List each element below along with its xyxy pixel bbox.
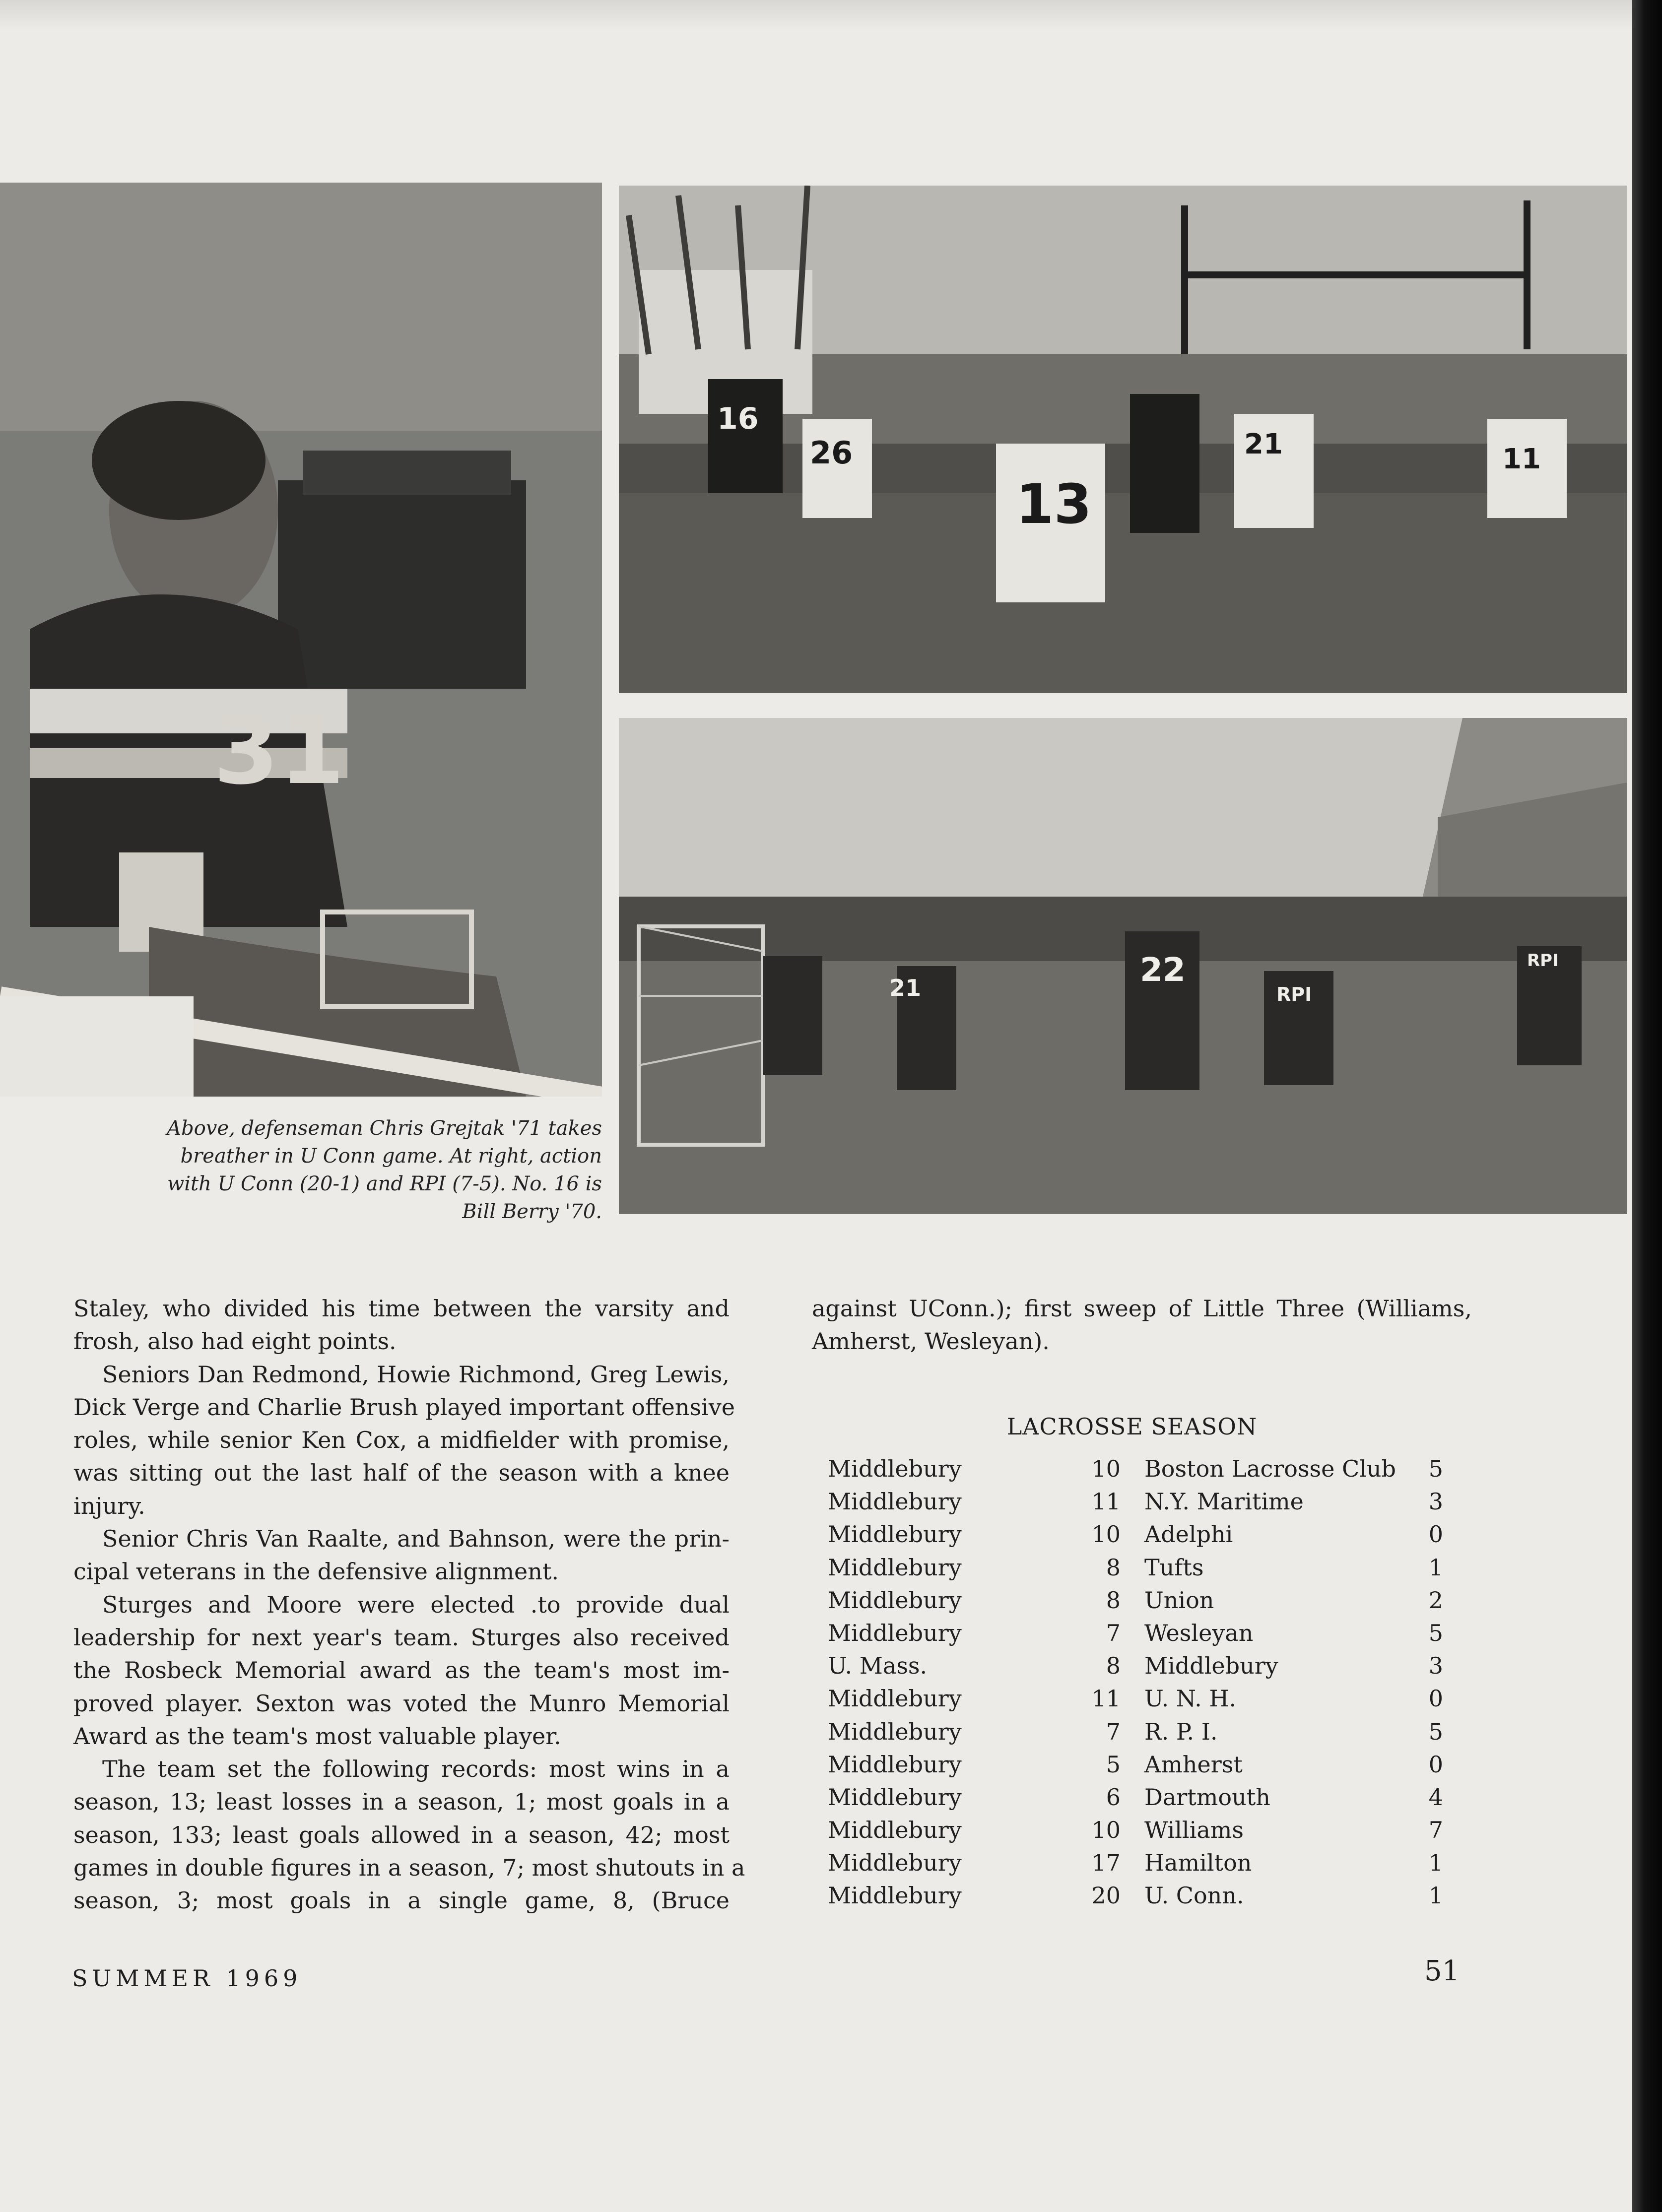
season-row bbox=[828, 1849, 1443, 1882]
season-score: 6 bbox=[1106, 1783, 1121, 1811]
season-row bbox=[828, 1455, 1443, 1488]
page-number: 51 bbox=[1424, 1955, 1460, 1987]
body-line: Amherst, Wesleyan). bbox=[812, 1328, 1050, 1355]
body-line: frosh, also had eight points. bbox=[73, 1328, 397, 1355]
season-results-table bbox=[828, 1455, 1443, 1915]
season-team: U. Mass. bbox=[828, 1652, 928, 1680]
season-score: 8 bbox=[1106, 1586, 1121, 1614]
top-photo-number-11: 11 bbox=[1502, 443, 1541, 475]
season-opponent: Amherst bbox=[1144, 1751, 1243, 1778]
season-opponent-score: 1 bbox=[1428, 1554, 1443, 1581]
body-line: season, 3; most goals in a single game, 8, (Bruce bbox=[73, 1887, 730, 1914]
photo-defenseman-bench bbox=[0, 183, 602, 1097]
season-team: Middlebury bbox=[828, 1718, 962, 1745]
season-team: Middlebury bbox=[828, 1751, 962, 1778]
body-line: Seniors Dan Redmond, Howie Richmond, Greg Lewis, bbox=[102, 1361, 730, 1388]
photo-lacrosse-action-bottom bbox=[619, 718, 1627, 1214]
season-opponent: R. P. I. bbox=[1144, 1718, 1218, 1745]
season-score: 17 bbox=[1091, 1849, 1121, 1877]
body-line: roles, while senior Ken Cox, a midfielder with promise, bbox=[73, 1427, 730, 1454]
season-opponent-score: 0 bbox=[1428, 1521, 1443, 1548]
season-row bbox=[828, 1652, 1443, 1685]
season-opponent-score: 5 bbox=[1428, 1718, 1443, 1745]
bottom-photo-number-21: 21 bbox=[889, 975, 922, 1001]
season-team: Middlebury bbox=[828, 1882, 962, 1909]
season-row bbox=[828, 1718, 1443, 1751]
season-score: 7 bbox=[1106, 1718, 1121, 1745]
photo-defenseman-bench-image bbox=[0, 183, 602, 1097]
season-row bbox=[828, 1751, 1443, 1784]
season-opponent-score: 1 bbox=[1428, 1882, 1443, 1909]
season-opponent: Williams bbox=[1144, 1817, 1244, 1844]
season-opponent-score: 5 bbox=[1428, 1455, 1443, 1482]
season-team: Middlebury bbox=[828, 1488, 962, 1515]
season-score: 7 bbox=[1106, 1619, 1121, 1646]
article-right-column bbox=[812, 1292, 1472, 1358]
issue-date: SUMMER 1969 bbox=[72, 1965, 302, 1992]
bottom-photo-rpi-jersey-2: RPI bbox=[1527, 951, 1559, 971]
season-row bbox=[828, 1488, 1443, 1521]
season-team: Middlebury bbox=[828, 1817, 962, 1844]
season-score: 11 bbox=[1091, 1685, 1121, 1712]
body-line: the Rosbeck Memorial award as the team's most im- bbox=[73, 1657, 730, 1684]
body-line: leadership for next year's team. Sturges also received bbox=[73, 1624, 730, 1651]
season-score: 8 bbox=[1106, 1554, 1121, 1581]
season-opponent: U. N. H. bbox=[1144, 1685, 1237, 1712]
caption-line: with U Conn (20-1) and RPI (7-5). No. 16 is bbox=[167, 1172, 602, 1195]
body-line: The team set the following records: most wins in a bbox=[102, 1756, 730, 1783]
season-row bbox=[828, 1554, 1443, 1587]
body-line: proved player. Sexton was voted the Munro Memorial bbox=[73, 1690, 730, 1717]
season-row bbox=[828, 1882, 1443, 1915]
season-team: Middlebury bbox=[828, 1783, 962, 1811]
season-row bbox=[828, 1620, 1443, 1652]
season-opponent: Middlebury bbox=[1144, 1652, 1278, 1680]
body-line: games in double figures in a season, 7; most shutouts in a bbox=[73, 1854, 745, 1882]
season-opponent: Dartmouth bbox=[1144, 1783, 1270, 1811]
season-row bbox=[828, 1587, 1443, 1620]
top-photo-number-16: 16 bbox=[717, 401, 759, 436]
season-opponent-score: 3 bbox=[1428, 1488, 1443, 1515]
season-row bbox=[828, 1521, 1443, 1554]
top-photo-number-26: 26 bbox=[810, 435, 853, 471]
photo-caption bbox=[99, 1114, 602, 1226]
bottom-photo-rpi-jersey-1: RPI bbox=[1276, 983, 1312, 1005]
season-team: Middlebury bbox=[828, 1521, 962, 1548]
body-line: Staley, who divided his time between the varsity and bbox=[73, 1295, 730, 1322]
season-row bbox=[828, 1784, 1443, 1817]
body-line: against UConn.); first sweep of Little Three (Williams, bbox=[812, 1295, 1472, 1322]
article-left-column bbox=[73, 1292, 745, 1917]
season-team: Middlebury bbox=[828, 1586, 962, 1614]
season-opponent: Union bbox=[1144, 1586, 1214, 1614]
season-opponent: U. Conn. bbox=[1144, 1882, 1244, 1909]
bottom-photo-number-22: 22 bbox=[1140, 951, 1186, 989]
season-opponent: Tufts bbox=[1144, 1554, 1204, 1581]
top-photo-number-13: 13 bbox=[1016, 472, 1092, 536]
body-line: Senior Chris Van Raalte, and Bahnson, were the prin- bbox=[102, 1525, 730, 1553]
season-opponent-score: 0 bbox=[1428, 1685, 1443, 1712]
top-photo-number-21: 21 bbox=[1244, 428, 1283, 460]
caption-line: Above, defenseman Chris Grejtak '71 takes bbox=[167, 1117, 602, 1140]
season-opponent-score: 3 bbox=[1428, 1652, 1443, 1680]
body-line: was sitting out the last half of the season with a knee bbox=[73, 1459, 730, 1487]
season-row bbox=[828, 1685, 1443, 1718]
binding-edge bbox=[1632, 0, 1662, 2212]
left-photo-jersey-number: 31 bbox=[213, 696, 345, 805]
season-score: 10 bbox=[1091, 1817, 1121, 1844]
season-opponent: Boston Lacrosse Club bbox=[1144, 1455, 1396, 1482]
season-score: 5 bbox=[1106, 1751, 1121, 1778]
season-opponent: Hamilton bbox=[1144, 1849, 1252, 1877]
body-line: season, 133; least goals allowed in a season, 42; most bbox=[73, 1821, 730, 1848]
season-opponent: N.Y. Maritime bbox=[1144, 1488, 1304, 1515]
body-line: cipal veterans in the defensive alignment. bbox=[73, 1558, 559, 1585]
season-opponent-score: 1 bbox=[1428, 1849, 1443, 1877]
season-row bbox=[828, 1817, 1443, 1849]
season-team: Middlebury bbox=[828, 1849, 962, 1877]
season-opponent: Adelphi bbox=[1144, 1521, 1233, 1548]
season-score: 11 bbox=[1091, 1488, 1121, 1515]
season-score: 20 bbox=[1091, 1882, 1121, 1909]
caption-line: Bill Berry '70. bbox=[462, 1200, 602, 1223]
body-line: season, 13; least losses in a season, 1; most goals in a bbox=[73, 1788, 730, 1816]
season-team: Middlebury bbox=[828, 1554, 962, 1581]
body-line: Award as the team's most valuable player. bbox=[73, 1722, 561, 1750]
season-team: Middlebury bbox=[828, 1455, 962, 1482]
caption-line: breather in U Conn game. At right, action bbox=[180, 1145, 602, 1168]
body-line: Sturges and Moore were elected .to provide dual bbox=[102, 1591, 730, 1618]
photo-lacrosse-action-top bbox=[619, 186, 1627, 693]
season-opponent-score: 4 bbox=[1428, 1783, 1443, 1811]
season-score: 10 bbox=[1091, 1455, 1121, 1482]
season-score: 10 bbox=[1091, 1521, 1121, 1548]
season-opponent: Wesleyan bbox=[1144, 1619, 1254, 1646]
season-team: Middlebury bbox=[828, 1619, 962, 1646]
body-line: Dick Verge and Charlie Brush played important offensive bbox=[73, 1393, 735, 1421]
page-top-shadow bbox=[0, 0, 1632, 30]
season-opponent-score: 0 bbox=[1428, 1751, 1443, 1778]
season-opponent-score: 7 bbox=[1428, 1817, 1443, 1844]
season-opponent-score: 2 bbox=[1428, 1586, 1443, 1614]
body-line: injury. bbox=[73, 1492, 145, 1519]
season-score: 8 bbox=[1106, 1652, 1121, 1680]
season-opponent-score: 5 bbox=[1428, 1619, 1443, 1646]
season-table-title: LACROSSE SEASON bbox=[1006, 1413, 1258, 1440]
season-team: Middlebury bbox=[828, 1685, 962, 1712]
